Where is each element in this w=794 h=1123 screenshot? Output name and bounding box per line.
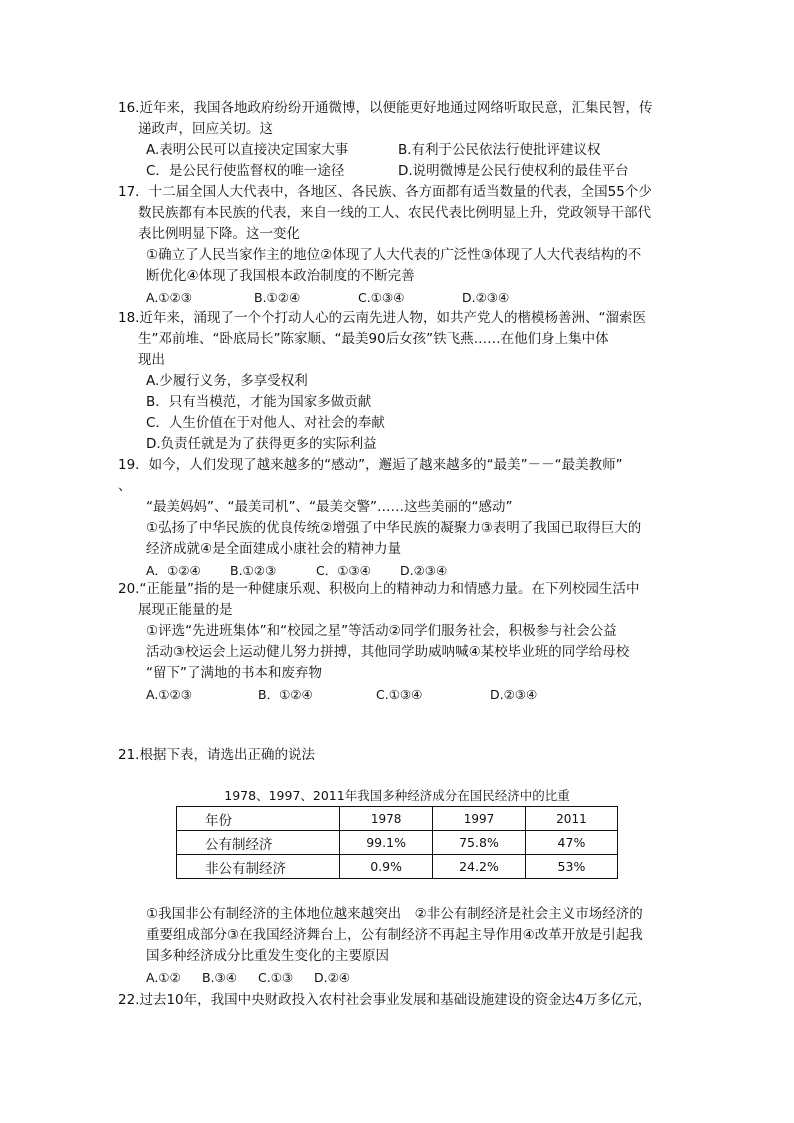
question-21-body	[118, 904, 678, 988]
table-caption: 1978、1997、2011年我国多种经济成分在国民经济中的比重	[224, 788, 570, 803]
q17-stem-line-2: 数民族都有本民族的代表，来自一线的工人、农民代表比例明显上升，党政领导干部代	[138, 205, 651, 221]
q16-option-d[interactable]: D.说明微博是公民行使权利的最佳平台	[398, 163, 629, 179]
question-19	[118, 455, 678, 581]
q18-option-d[interactable]: D.负责任就是为了获得更多的实际利益	[146, 436, 377, 452]
table-header-cell: 2011	[525, 807, 617, 831]
q18-option-a[interactable]: A.少履行义务，多享受权利	[146, 373, 308, 389]
economy-share-table	[176, 806, 618, 879]
table-header-cell: 1978	[340, 807, 433, 831]
q19-statement-line-2: 经济成就④是全面建成小康社会的精神力量	[146, 541, 402, 557]
table-row	[177, 831, 618, 855]
q17-stem-line-1: 17．十二届全国人大代表中，各地区、各民族、各方面都有适当数量的代表，全国55个少	[118, 184, 652, 200]
q21-statement-line-1: ①我国非公有制经济的主体地位越来越突出 ②非公有制经济是社会主义市场经济的	[146, 906, 643, 922]
question-17	[118, 182, 678, 308]
q18-stem-line-1: 18.近年来，涌现了一个个打动人心的云南先进人物，如共产党人的楷模杨善洲、“溜索医	[118, 310, 646, 326]
q21-options	[118, 967, 678, 988]
q16-options-row-2	[118, 161, 678, 182]
table-cell: 24.2%	[433, 855, 526, 879]
q19-stem-line-2: 、	[118, 478, 132, 494]
table-row	[177, 855, 618, 879]
q17-option-a[interactable]: A.①②③	[146, 290, 192, 305]
q19-stem-line-1: 19．如今，人们发现了越来越多的“感动”，邂逅了越来越多的“最美”－－“最美教师”	[118, 457, 623, 473]
q21-statement-line-2: 重要组成部分③在我国经济舞台上，公有制经济不再起主导作用④改革开放是引起我	[146, 927, 643, 943]
q20-statement-line-2: 活动③校运会上运动健儿努力拼搏，其他同学助威呐喊④某校毕业班的同学给母校	[146, 644, 630, 660]
q18-option-c[interactable]: C．人生价值在于对他人、对社会的奉献	[146, 415, 385, 431]
q20-statement-line-3: “留下”了满地的书本和废弃物	[146, 665, 322, 681]
q21-statement-line-3: 国多种经济成分比重发生变化的主要原因	[146, 948, 389, 964]
q19-option-c[interactable]: C．①③④	[316, 563, 371, 578]
table-cell: 0.9%	[340, 855, 433, 879]
q20-stem-line-2: 展现正能量的是	[138, 602, 233, 618]
table-header-cell: 年份	[177, 807, 340, 831]
q20-option-a[interactable]: A.①②③	[146, 687, 192, 702]
q19-statement-line-1: ①弘扬了中华民族的优良传统②增强了中华民族的凝聚力③表明了我国已取得巨大的	[146, 520, 642, 536]
table-header-cell: 1997	[433, 807, 526, 831]
question-16	[118, 98, 678, 182]
q20-option-d[interactable]: D.②③④	[490, 687, 538, 702]
q16-stem-line-1: 16.近年来，我国各地政府纷纷开通微博，以便能更好地通过网络听取民意，汇集民智，传	[118, 100, 653, 116]
q17-options	[118, 287, 678, 308]
q20-stem-line-1: 20.“正能量”指的是一种健康乐观、积极向上的精神动力和情感力量。在下列校园生活中	[118, 581, 640, 597]
question-21-stem	[118, 745, 678, 766]
question-22	[118, 990, 678, 1011]
q19-option-d[interactable]: D.②③④	[400, 563, 448, 578]
q19-option-a[interactable]: A．①②④	[146, 563, 201, 578]
q17-option-c[interactable]: C.①③④	[358, 290, 405, 305]
q19-options	[118, 560, 678, 581]
table-cell: 53%	[525, 855, 617, 879]
q16-option-b[interactable]: B.有利于公民依法行使批评建议权	[398, 142, 601, 158]
q18-stem-line-2: 生”邓前堆、“卧底局长”陈家顺、“最美90后女孩”铁飞燕……在他们身上集中体	[138, 331, 609, 347]
q19-stem-line-3: “最美妈妈”、“最美司机”、“最美交警”……这些美丽的“感动”	[146, 499, 513, 515]
question-18	[118, 308, 678, 455]
table-cell: 75.8%	[433, 831, 526, 855]
q16-option-c[interactable]: C．是公民行使监督权的唯一途径	[146, 163, 345, 179]
q21-option-a[interactable]: A.①②	[146, 970, 181, 985]
q17-option-d[interactable]: D.②③④	[462, 290, 510, 305]
q21-stem-line-1: 21.根据下表，请选出正确的说法	[118, 747, 315, 763]
question-20	[118, 579, 678, 705]
q20-statement-line-1: ①评选“先进班集体”和“校园之星”等活动②同学们服务社会，积极参与社会公益	[146, 623, 617, 639]
q16-option-a[interactable]: A.表明公民可以直接决定国家大事	[146, 142, 349, 158]
q19-option-b[interactable]: B.①②③	[230, 563, 277, 578]
q17-statement-line-2: 断优化④体现了我国根本政治制度的不断完善	[146, 268, 415, 284]
q16-options-row-1	[118, 140, 678, 161]
q20-option-c[interactable]: C.①③④	[376, 687, 423, 702]
table-cell: 47%	[525, 831, 617, 855]
q21-option-d[interactable]: D.②④	[314, 970, 351, 985]
q17-stem-line-3: 表比例明显下降。这一变化	[138, 226, 300, 242]
q20-options	[118, 684, 678, 705]
table-row-label: 非公有制经济	[177, 855, 340, 879]
q18-option-b[interactable]: B．只有当模范，才能为国家多做贡献	[146, 394, 372, 410]
q21-option-c[interactable]: C.①③	[258, 970, 294, 985]
q17-statement-line-1: ①确立了人民当家作主的地位②体现了人大代表的广泛性③体现了人大代表结构的不	[146, 247, 642, 263]
table-header-row	[177, 807, 618, 831]
q22-stem-line-1: 22.过去10年，我国中央财政投入农村社会事业发展和基础设施建设的资金达4万多亿元，	[118, 992, 652, 1008]
q20-option-b[interactable]: B．①②④	[258, 687, 313, 702]
q21-option-b[interactable]: B.③④	[202, 970, 237, 985]
q16-stem-line-2: 递政声，回应关切。这	[138, 121, 273, 137]
table-cell: 99.1%	[340, 831, 433, 855]
q17-option-b[interactable]: B.①②④	[254, 290, 301, 305]
table-row-label: 公有制经济	[177, 831, 340, 855]
q18-stem-line-3: 现出	[138, 352, 165, 368]
